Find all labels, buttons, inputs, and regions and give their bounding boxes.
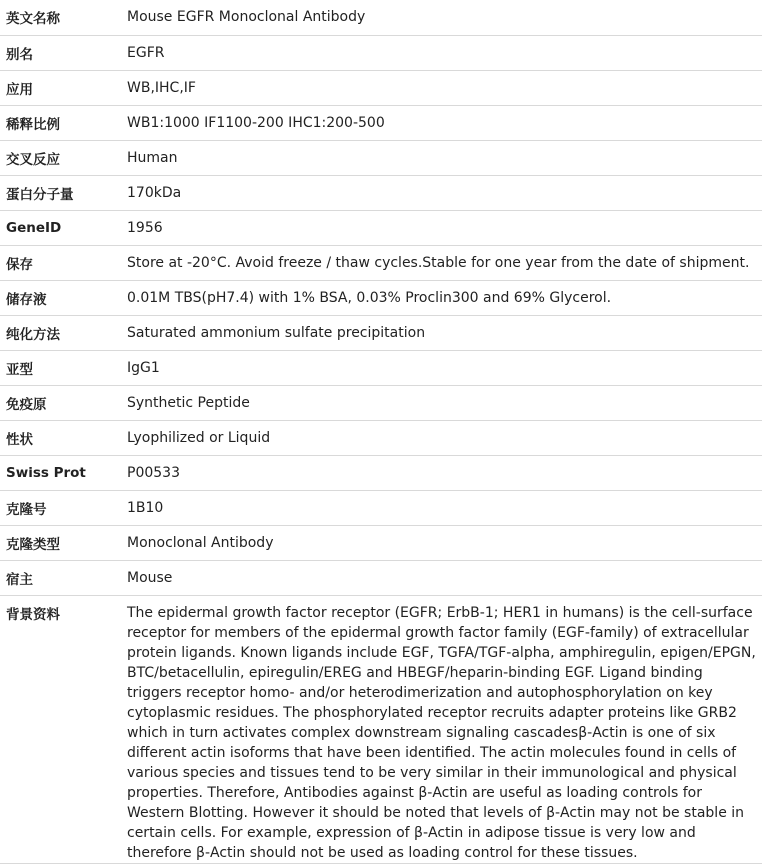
spec-value: Mouse <box>120 560 762 595</box>
spec-row-clone-number <box>0 490 762 525</box>
spec-label: 别名 <box>0 35 120 70</box>
spec-row-storage <box>0 245 762 280</box>
spec-row-background <box>0 595 762 863</box>
spec-row-clone-type <box>0 525 762 560</box>
spec-value: 0.01M TBS(pH7.4) with 1% BSA, 0.03% Proclin300 and 69% Glycerol. <box>120 280 762 315</box>
spec-row-molecular-weight <box>0 175 762 210</box>
spec-label: Swiss Prot <box>0 455 120 490</box>
spec-value: Lyophilized or Liquid <box>120 420 762 455</box>
spec-label: 宿主 <box>0 560 120 595</box>
spec-label: 免疫原 <box>0 385 120 420</box>
spec-row-immunogen <box>0 385 762 420</box>
spec-value: IgG1 <box>120 350 762 385</box>
spec-value: 170kDa <box>120 175 762 210</box>
spec-value: Synthetic Peptide <box>120 385 762 420</box>
spec-row-swiss-prot <box>0 455 762 490</box>
spec-label: 保存 <box>0 245 120 280</box>
spec-label: 交叉反应 <box>0 140 120 175</box>
spec-row-isotype <box>0 350 762 385</box>
spec-value: Store at -20°C. Avoid freeze / thaw cycles.Stable for one year from the date of shipment. <box>120 245 762 280</box>
spec-row-gene-id <box>0 210 762 245</box>
spec-label: 克隆号 <box>0 490 120 525</box>
spec-label: 稀释比例 <box>0 105 120 140</box>
spec-value: 1956 <box>120 210 762 245</box>
spec-label: 英文名称 <box>0 0 120 35</box>
background-description: The epidermal growth factor receptor (EGFR; ErbB-1; HER1 in humans) is the cell-surface receptor for members of the epidermal growth factor family (EGF-family) of extracellular protein ligands. Known ligands include EGF, TGFA/TGF-alpha, amphiregulin, epigen/EPGN, BTC/betacellulin, epiregulin/EREG and HBEGF/heparin-binding EGF. Ligand binding triggers receptor homo- and/or heterodimerization and autophosphorylation on key cytoplasmic residues. The phosphorylated receptor recruits adapter proteins like GRB2 which in turn activates complex downstream signaling cascadesβ-Actin is one of six different actin isoforms that have been identified. The actin molecules found in cells of various species and tissues tend to be very similar in their immunological and physical properties. Therefore, Antibodies against β-Actin are useful as loading controls for Western Blotting. However it should be noted that levels of β-Actin may not be stable in certain cells. For example, expression of β-Actin in adipose tissue is very low and therefore β-Actin should not be used as loading control for these tissues. <box>120 595 762 863</box>
spec-row-purification <box>0 315 762 350</box>
spec-label: 亚型 <box>0 350 120 385</box>
spec-value: Monoclonal Antibody <box>120 525 762 560</box>
spec-value: P00533 <box>120 455 762 490</box>
spec-row-cross-reactivity <box>0 140 762 175</box>
spec-row-alias <box>0 35 762 70</box>
spec-label: 纯化方法 <box>0 315 120 350</box>
spec-row-application <box>0 70 762 105</box>
spec-value: Saturated ammonium sulfate precipitation <box>120 315 762 350</box>
spec-label: GeneID <box>0 210 120 245</box>
spec-row-host <box>0 560 762 595</box>
spec-row-form <box>0 420 762 455</box>
spec-label: 蛋白分子量 <box>0 175 120 210</box>
spec-row-dilution <box>0 105 762 140</box>
spec-value: WB,IHC,IF <box>120 70 762 105</box>
spec-label: 储存液 <box>0 280 120 315</box>
spec-label: 应用 <box>0 70 120 105</box>
spec-label: 背景资料 <box>0 595 120 863</box>
spec-label: 性状 <box>0 420 120 455</box>
spec-value: Mouse EGFR Monoclonal Antibody <box>120 0 762 35</box>
spec-value: WB1:1000 IF1100-200 IHC1:200-500 <box>120 105 762 140</box>
spec-row-buffer <box>0 280 762 315</box>
spec-value: 1B10 <box>120 490 762 525</box>
spec-value: EGFR <box>120 35 762 70</box>
spec-row-english-name <box>0 0 762 35</box>
spec-label: 克隆类型 <box>0 525 120 560</box>
spec-value: Human <box>120 140 762 175</box>
